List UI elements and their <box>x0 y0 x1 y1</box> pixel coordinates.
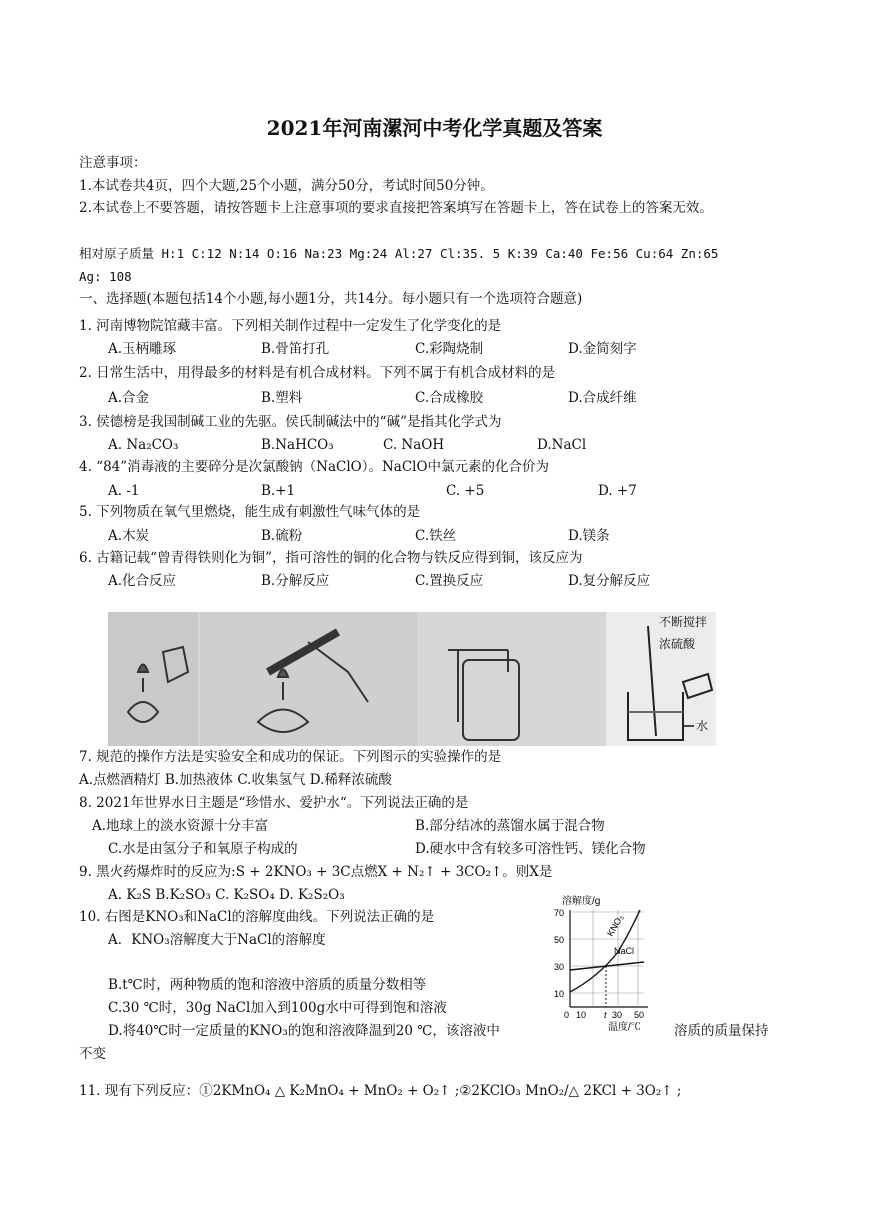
option: A.地球上的淡水资源十分丰富 <box>92 818 269 834</box>
option: B.+1 <box>261 483 296 499</box>
lab-operations-figure <box>108 612 716 746</box>
solubility-chart-svg <box>548 892 658 1032</box>
option: A.化合反应 <box>108 573 177 589</box>
option: C. +5 <box>446 483 485 499</box>
option: D.NaCl <box>537 437 587 453</box>
option: 不变 <box>79 1046 106 1062</box>
option: B.t℃时，两种物质的饱和溶液中溶质的质量分数相等 <box>108 977 427 993</box>
question-options: A.点燃酒精灯 B.加热液体 C.收集氢气 D.稀释浓硫酸 <box>79 772 392 788</box>
option: A. Na₂CO₃ <box>108 437 179 453</box>
option: B.塑料 <box>261 390 303 406</box>
option: C.置换反应 <box>415 573 484 589</box>
option: D.复分解反应 <box>568 573 651 589</box>
panel-bg <box>108 612 198 746</box>
question-stem: 5. 下列物质在氧气里燃烧，能生成有刺激性气味气体的是 <box>79 504 421 520</box>
y-tick: 30 <box>554 962 565 972</box>
panel-bg <box>420 612 606 746</box>
option: C.彩陶烧制 <box>415 341 484 357</box>
x-axis-label: 温度/℃ <box>608 1022 641 1032</box>
page-title: 2021年河南漯河中考化学真题及答案 <box>266 116 603 140</box>
x-tick: 30 <box>612 1010 623 1020</box>
option: B.硫粉 <box>261 528 303 544</box>
figure-label: 浓硫酸 <box>659 637 696 651</box>
question-stem: 10. 右图是KNO₃和NaCl的溶解度曲线。下列说法正确的是 <box>79 909 435 925</box>
option: A.木炭 <box>108 528 150 544</box>
figure-label: 水 <box>696 719 709 733</box>
y-tick: 50 <box>554 935 565 945</box>
atomic-mass-line: Ag: 108 <box>79 269 132 284</box>
question-stem: 9. 黑火药爆炸时的反应为:S + 2KNO₃ + 3C点燃X + N₂↑ + 3CO₂↑。则X是 <box>79 864 553 880</box>
option: B.分解反应 <box>261 573 330 589</box>
question-stem: 7. 规范的操作方法是实验安全和成功的保证。下列图示的实验操作的是 <box>79 749 502 765</box>
option: D.镁条 <box>568 528 610 544</box>
atomic-mass-line: 相对原子质量 H:1 C:12 N:14 O:16 Na:23 Mg:24 Al:27 Cl:35. 5 K:39 Ca:40 Fe:56 Cu:64 Zn:65 <box>79 246 719 261</box>
question-stem: 2. 日常生活中，用得最多的材料是有机合成材料。下列不属于有机合成材料的是 <box>79 365 556 381</box>
option: D.将40℃时一定质量的KNO₃的饱和溶液降温到20 ℃，该溶液中 <box>108 1023 500 1039</box>
x-tick: 50 <box>634 1010 645 1020</box>
question-options: A. K₂S B.K₂SO₃ C. K₂SO₄ D. K₂S₂O₃ <box>108 887 345 903</box>
question-stem: 3. 侯德榜是我国制碱工业的先驱。侯氏制碱法中的“碱”是指其化学式为 <box>79 414 502 430</box>
panel-bg <box>200 612 418 746</box>
option: D.合成纤维 <box>568 390 637 406</box>
notes-line: 1.本试卷共4页，四个大题,25个小题，满分50分，考试时间50分钟。 <box>79 178 494 194</box>
option: C.铁丝 <box>415 528 457 544</box>
y-tick: 70 <box>554 908 565 918</box>
option: B.骨笛打孔 <box>261 341 330 357</box>
option: D.金简刻字 <box>568 341 637 357</box>
option: B.部分结冰的蒸馏水属于混合物 <box>415 818 605 834</box>
option: 溶质的质量保持 <box>674 1023 769 1039</box>
solubility-chart <box>548 892 658 1032</box>
section-heading: 一、选择题(本题包括14个小题,每小题1分，共14分。每小题只有一个选项符合题意) <box>79 291 583 307</box>
y-axis-label: 溶解度/g <box>562 896 601 907</box>
question-stem: 8. 2021年世界水日主题是“珍惜水、爱护水“。下列说法正确的是 <box>79 795 469 811</box>
kno3-label: KNO₃ <box>605 912 626 938</box>
option: D.硬水中含有较多可溶性钙、镁化合物 <box>415 841 646 857</box>
notes-line: 2.本试卷上不要答题，请按答题卡上注意事项的要求直接把答案填写在答题卡上，答在试卷上的答案无效。 <box>79 200 713 216</box>
option: C.水是由氢分子和氧原子构成的 <box>108 841 298 857</box>
notes-heading: 注意事项： <box>79 155 147 171</box>
option: A.玉柄雕琢 <box>108 341 177 357</box>
option: C.30 ℃时，30g NaCl加入到100g水中可得到饱和溶液 <box>108 1000 447 1016</box>
figure-label: 不断搅拌 <box>659 615 708 629</box>
option: A．KNO₃溶解度大于NaCl的溶解度 <box>108 932 326 948</box>
option: B.NaHCO₃ <box>261 437 334 453</box>
y-tick: 10 <box>554 989 565 999</box>
question-stem: 11. 现有下列反应：①2KMnO₄ △ K₂MnO₄ + MnO₂ + O₂↑ ;②2KClO₃ MnO₂/△ 2KCl + 3O₂↑ ; <box>79 1083 682 1099</box>
nacl-label: NaCl <box>614 946 635 956</box>
question-stem: 6. 古籍记载“曾青得铁则化为铜”，指可溶性的铜的化合物与铁反应得到铜，该反应为 <box>79 550 583 566</box>
question-stem: 4. “84”消毒液的主要碎分是次氯酸钠（NaClO）。NaClO中氯元素的化合价为 <box>79 459 550 475</box>
x-tick: t <box>604 1010 607 1020</box>
x-tick: 10 <box>576 1010 587 1020</box>
question-stem: 1. 河南博物院馆藏丰富。下列相关制作过程中一定发生了化学变化的是 <box>79 318 502 334</box>
option: A. -1 <box>108 483 140 499</box>
option: C. NaOH <box>383 437 445 453</box>
option: A.合金 <box>108 390 150 406</box>
option: C.合成橡胶 <box>415 390 484 406</box>
x-tick: 0 <box>564 1010 570 1020</box>
lab-figure-drawing <box>108 612 716 746</box>
option: D. +7 <box>598 483 637 499</box>
